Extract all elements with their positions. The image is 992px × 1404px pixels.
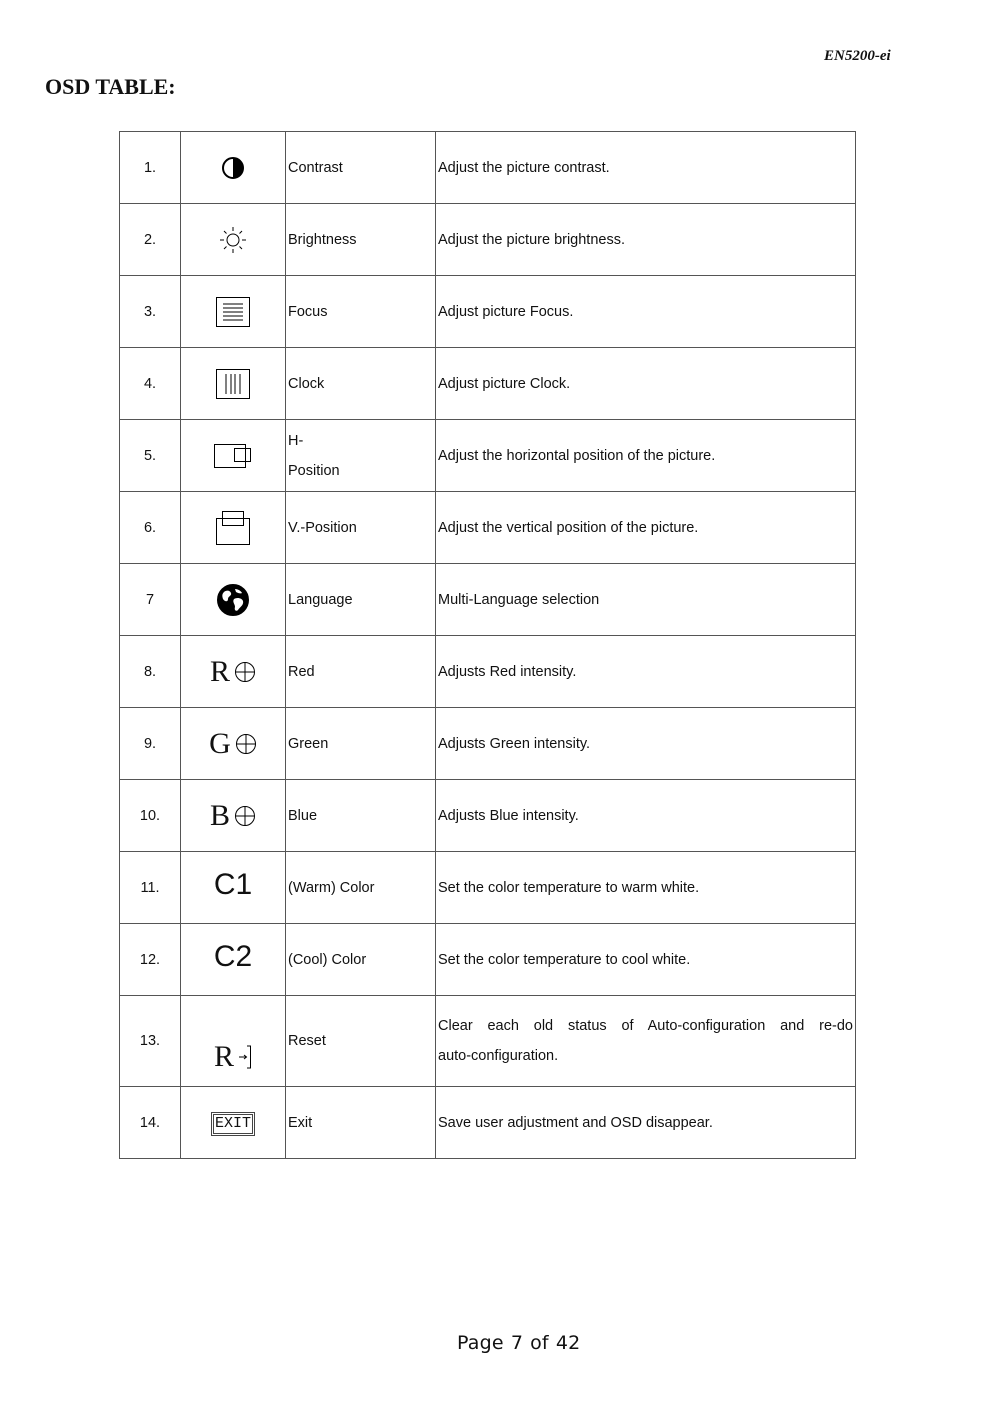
table-row xyxy=(120,708,856,780)
blue-icon xyxy=(209,798,256,832)
row-number: 7 xyxy=(120,564,181,636)
focus-icon xyxy=(216,297,250,327)
table-row xyxy=(120,132,856,204)
item-description: Multi-Language selection xyxy=(436,564,856,636)
page-of: of xyxy=(530,1332,549,1354)
page-number xyxy=(457,1332,580,1354)
item-name: (Warm) Color xyxy=(286,852,436,924)
item-name: Exit xyxy=(286,1087,436,1159)
clock-icon xyxy=(216,369,250,399)
reset-icon-letter: R xyxy=(213,1040,234,1073)
row-number: 8. xyxy=(120,636,181,708)
item-name: Focus xyxy=(286,276,436,348)
c1-icon: C1 xyxy=(213,868,253,901)
item-name-line1: H- xyxy=(288,432,304,449)
item-description-line1: Clear each old status of Auto-configuration and re-do xyxy=(438,1018,853,1034)
row-number: 10. xyxy=(120,780,181,852)
item-description: Adjust the picture contrast. xyxy=(436,132,856,204)
red-icon-letter: R xyxy=(209,654,230,688)
table-row xyxy=(120,564,856,636)
item-description: Save user adjustment and OSD disappear. xyxy=(436,1087,856,1159)
row-number: 11. xyxy=(120,852,181,924)
row-number: 2. xyxy=(120,204,181,276)
row-number: 4. xyxy=(120,348,181,420)
table-row xyxy=(120,204,856,276)
table-row xyxy=(120,636,856,708)
green-icon-letter: G xyxy=(209,726,231,760)
reset-icon xyxy=(214,1042,252,1072)
row-number: 13. xyxy=(120,996,181,1087)
table-row xyxy=(120,420,856,492)
item-description-line2: auto-configuration. xyxy=(438,1048,559,1064)
osd-table xyxy=(119,131,856,1159)
page-current: 7 xyxy=(510,1332,524,1354)
table-row xyxy=(120,924,856,996)
table-row xyxy=(120,276,856,348)
row-number: 6. xyxy=(120,492,181,564)
item-description: Adjust the horizontal position of the picture. xyxy=(436,420,856,492)
green-icon xyxy=(209,726,257,760)
item-name: V.-Position xyxy=(286,492,436,564)
page-total: 42 xyxy=(555,1332,581,1354)
item-name: Clock xyxy=(286,348,436,420)
table-row xyxy=(120,492,856,564)
item-description: Set the color temperature to warm white. xyxy=(436,852,856,924)
v-position-icon xyxy=(215,510,251,546)
row-number: 3. xyxy=(120,276,181,348)
table-row xyxy=(120,1087,856,1159)
exit-icon: EXIT xyxy=(211,1112,255,1136)
document-code: EN5200-ei xyxy=(824,48,891,64)
item-name: Blue xyxy=(286,780,436,852)
item-description: Adjusts Green intensity. xyxy=(436,708,856,780)
row-number: 9. xyxy=(120,708,181,780)
item-name: Contrast xyxy=(286,132,436,204)
table-row xyxy=(120,780,856,852)
contrast-icon xyxy=(221,156,245,180)
table-row xyxy=(120,348,856,420)
item-name: (Cool) Color xyxy=(286,924,436,996)
row-number: 5. xyxy=(120,420,181,492)
item-name: Brightness xyxy=(286,204,436,276)
c2-icon: C2 xyxy=(213,940,253,973)
page-word: Page xyxy=(457,1332,504,1354)
red-icon xyxy=(209,654,256,688)
item-name-line2: Position xyxy=(288,462,340,479)
globe-icon xyxy=(216,583,250,617)
item-description: Set the color temperature to cool white. xyxy=(436,924,856,996)
item-description: Adjusts Blue intensity. xyxy=(436,780,856,852)
item-description: Adjust picture Focus. xyxy=(436,276,856,348)
item-name: Green xyxy=(286,708,436,780)
item-name: Red xyxy=(286,636,436,708)
brightness-icon xyxy=(218,225,248,255)
item-description: Adjust the picture brightness. xyxy=(436,204,856,276)
table-row xyxy=(120,996,856,1087)
row-number: 12. xyxy=(120,924,181,996)
row-number: 14. xyxy=(120,1087,181,1159)
item-name: Language xyxy=(286,564,436,636)
item-description: Adjust the vertical position of the picture. xyxy=(436,492,856,564)
table-row xyxy=(120,852,856,924)
item-description: Adjust picture Clock. xyxy=(436,348,856,420)
h-position-icon xyxy=(214,442,252,470)
page-title: OSD TABLE: xyxy=(45,74,176,99)
item-name: Reset xyxy=(286,996,436,1087)
row-number: 1. xyxy=(120,132,181,204)
item-description: Adjusts Red intensity. xyxy=(436,636,856,708)
blue-icon-letter: B xyxy=(209,798,230,832)
